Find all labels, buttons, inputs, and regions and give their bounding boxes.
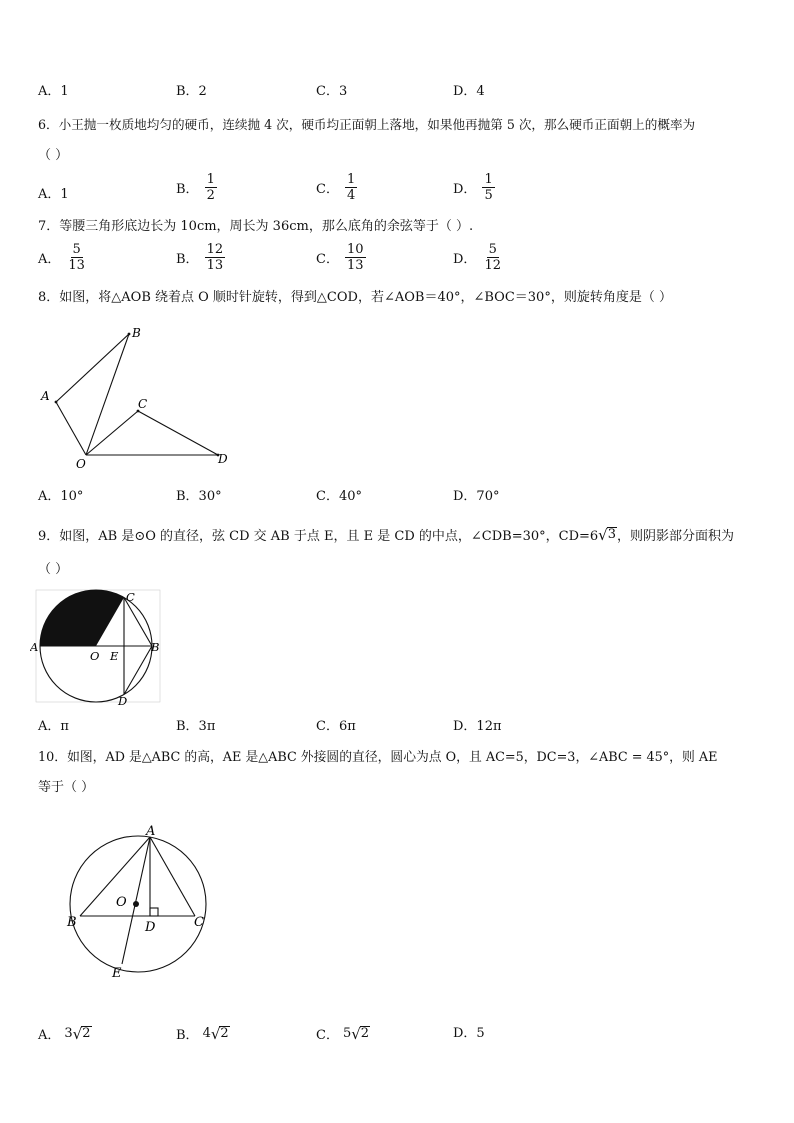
q8-option-b: B．30°: [176, 489, 222, 504]
q9-label-a: A: [30, 640, 39, 654]
q9-segment-bd: [124, 646, 152, 695]
q6-option-a: A．1: [38, 186, 69, 202]
q10-label-b: B: [67, 915, 77, 930]
q8-option-c: C．40°: [316, 489, 362, 504]
q5-option-c: C．3: [316, 84, 348, 99]
q8-rotation-figure: [30, 320, 240, 475]
q8-option-a: A．10°: [38, 489, 84, 504]
q9-label-d: D: [118, 694, 128, 706]
q8-label-o: O: [76, 457, 86, 471]
q9-option-c: C．6π: [316, 719, 356, 734]
q7-option-b-fraction: $\frac{12}{13}$: [206, 242, 224, 273]
q10-label-c: C: [194, 915, 204, 930]
q8-label-a: A: [41, 389, 50, 403]
q7-option-d-fraction: $\frac{5}{12}$: [484, 242, 501, 273]
q10-option-a-sqrt: √ 2: [72, 1024, 91, 1043]
q9-stem-bracket: （ ）: [38, 562, 69, 577]
q7-option-a: A． $\frac{5}{13}$: [38, 242, 85, 273]
q7-option-b: B． $\frac{12}{13}$: [176, 242, 224, 273]
q10-segment-ab: [80, 837, 150, 916]
q6-option-b-fraction: $\frac{1}{2}$: [206, 172, 215, 203]
q10-option-b-sqrt: √ 2: [210, 1024, 229, 1043]
q7-option-c-fraction: $\frac{10}{13}$: [346, 242, 364, 273]
q10-label-d: D: [145, 920, 156, 935]
q6-option-d: D． $\frac{1}{5}$: [453, 172, 493, 203]
q10-segment-ac: [150, 837, 195, 916]
q10-right-angle-mark: [150, 908, 158, 916]
q10-label-a: A: [146, 824, 156, 839]
q5-option-b: B．2: [176, 84, 207, 99]
q9-label-e: E: [110, 649, 119, 663]
q8-label-d: D: [218, 452, 228, 466]
q8-segment-ao: [56, 402, 86, 455]
q9-circle-figure: [30, 588, 170, 706]
q10-stem-cont: 等于（ ）: [38, 780, 95, 795]
q9-stem: 9．如图，AB 是⊙O 的直径，弦 CD 交 AB 于点 E，且 E 是 CD 的中点，∠CDB=30°，CD=6 √ 3 ，则阴影部分面积为: [38, 525, 735, 544]
q6-option-c-fraction: $\frac{1}{4}$: [346, 172, 356, 203]
q8-segment-ab: [56, 334, 129, 402]
q9-option-b: B．3π: [176, 719, 216, 734]
q10-option-d: D．5: [453, 1026, 485, 1041]
q8-label-c: C: [138, 397, 148, 411]
q8-segment-cd: [138, 411, 218, 455]
q9-label-c: C: [126, 590, 135, 604]
q10-label-o: O: [116, 895, 127, 910]
q8-stem: 8．如图，将△AOB 绕着点 O 顺时针旋转，得到△COD，若∠AOB＝40°，∠BOC＝30°，则旋转角度是（ ）: [38, 290, 672, 305]
q6-stem-bracket: （ ）: [38, 148, 69, 163]
q6-option-b: B． $\frac{1}{2}$: [176, 172, 215, 203]
q10-stem: 10．如图，AD 是△ABC 的高，AE 是△ABC 外接圆的直径，圆心为点 O，且 AC=5，DC=3，∠ABC = 45°，则 AE: [38, 750, 718, 765]
q5-option-a: A．1: [38, 84, 69, 99]
q8-option-d: D．70°: [453, 489, 500, 504]
q6-option-d-fraction: $\frac{1}{5}$: [484, 172, 493, 203]
q10-center-dot: [133, 901, 139, 907]
q7-stem: 7．等腰三角形底边长为 10cm，周长为 36cm，那么底角的余弦等于（ ）.: [38, 219, 474, 234]
q9-shaded-sector: [40, 590, 124, 646]
q7-option-d: D． $\frac{5}{12}$: [453, 242, 501, 273]
q9-sqrt: √ 3: [598, 525, 617, 544]
q10-option-b: B． 4 √ 2: [176, 1024, 229, 1043]
q10-option-a: A． 3 √ 2: [38, 1024, 91, 1043]
q5-option-d: D．4: [453, 84, 485, 99]
q7-option-c: C． $\frac{10}{13}$: [316, 242, 364, 273]
q9-label-o: O: [90, 649, 100, 663]
q6-stem: 6．小王抛一枚质地均匀的硬币，连续抛 4 次，硬币均正面朝上落地，如果他再抛第 5 次，那么硬币正面朝上的概率为: [38, 117, 696, 132]
q7-option-a-fraction: $\frac{5}{13}$: [68, 242, 85, 273]
q10-circle-figure: [60, 820, 220, 985]
q8-label-b: B: [132, 326, 141, 340]
q10-label-e: E: [112, 966, 122, 981]
q9-option-a: A．π: [38, 719, 69, 734]
q10-option-c-sqrt: √ 2: [351, 1024, 370, 1043]
q10-option-c: C． 5 √ 2: [316, 1024, 370, 1043]
q9-option-d: D．12π: [453, 719, 502, 734]
q6-option-c: C． $\frac{1}{4}$: [316, 172, 356, 203]
q9-segment-cb: [124, 598, 152, 647]
q9-label-b: B: [151, 640, 160, 654]
